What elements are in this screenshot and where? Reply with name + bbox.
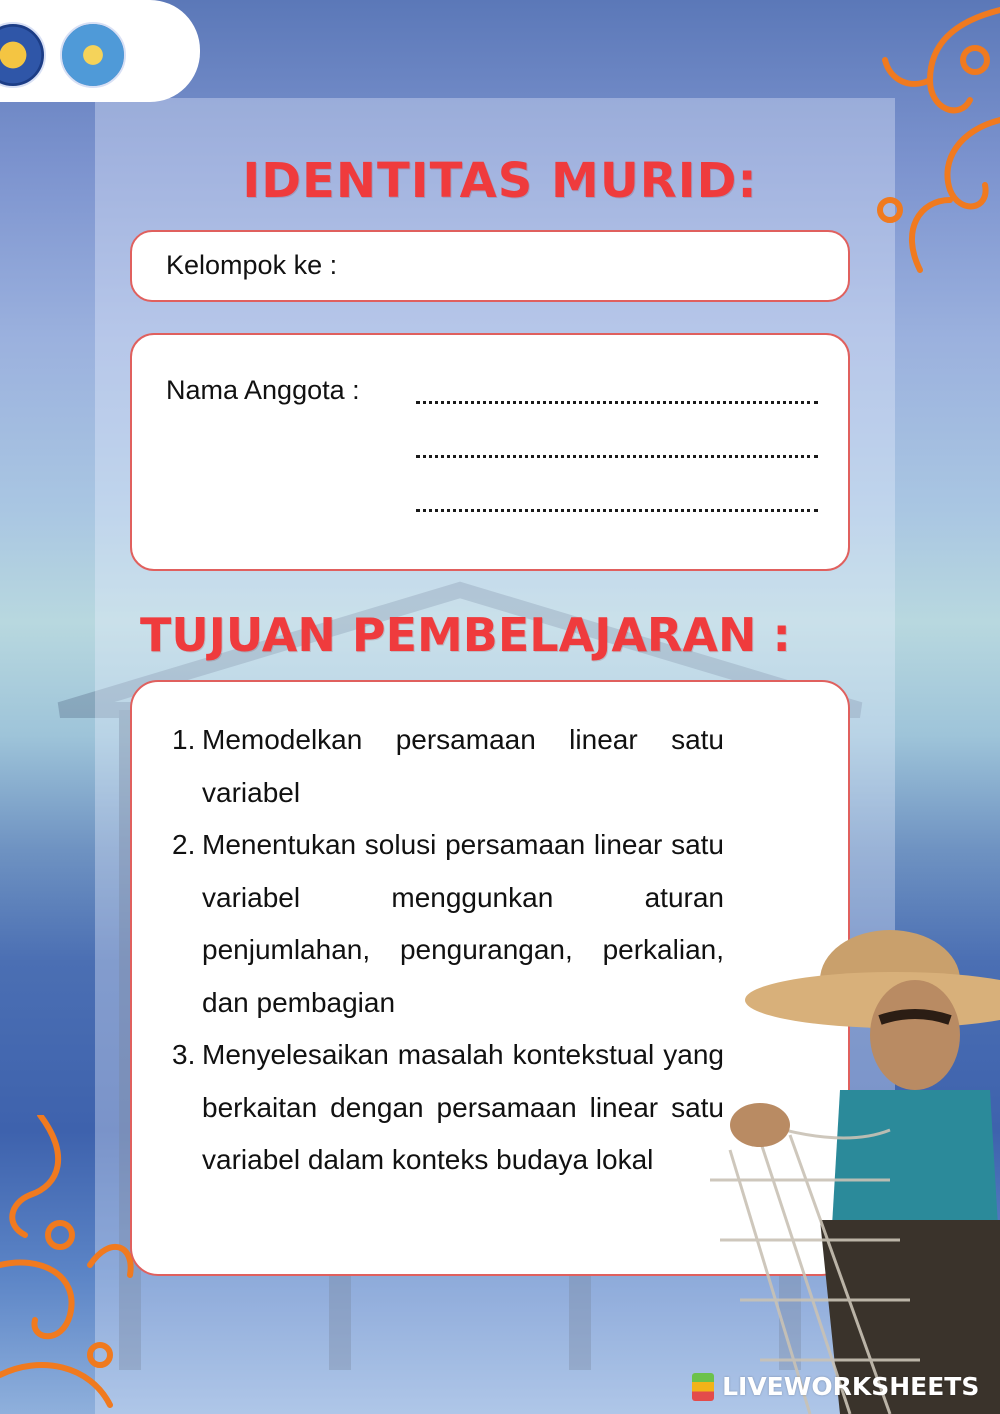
top-right-ornament xyxy=(860,0,1000,280)
watermark xyxy=(692,1372,979,1406)
objective-text: Menentukan solusi persamaan linear satu variabel menggunkan aturan penjumlahan, pengurangan, perkalian, dan pembagian xyxy=(202,829,724,1018)
objective-number: 2. xyxy=(172,829,196,860)
watermark-text: LIVEWORKSHEETS xyxy=(722,1372,980,1401)
ministry-logo-icon xyxy=(60,22,126,88)
objective-item xyxy=(172,819,724,1029)
liveworksheets-icon xyxy=(692,1373,714,1401)
group-label: Kelompok ke : xyxy=(166,250,338,280)
objectives-list xyxy=(172,714,724,1187)
objective-number: 3. xyxy=(172,1039,196,1070)
member-line-3[interactable] xyxy=(416,509,818,512)
member-line-2[interactable] xyxy=(416,455,818,458)
members-label: Nama Anggota : xyxy=(166,375,360,405)
member-line-1[interactable] xyxy=(416,401,818,404)
objectives-heading: TUJUAN PEMBELAJARAN : xyxy=(140,608,791,662)
bottom-left-ornament xyxy=(0,1115,140,1414)
fisherman-illustration xyxy=(690,920,1000,1414)
members-card xyxy=(130,333,850,571)
objective-item xyxy=(172,714,724,819)
identity-heading: IDENTITAS MURID: xyxy=(242,153,758,209)
objective-number: 1. xyxy=(172,724,196,755)
objective-text: Menyelesaikan masalah kontekstual yang berkaitan dengan persamaan linear satu variabel dalam konteks budaya lokal xyxy=(202,1039,724,1175)
group-card xyxy=(130,230,850,302)
school-logo-icon xyxy=(0,22,46,88)
objective-item xyxy=(172,1029,724,1187)
objective-text: Memodelkan persamaan linear satu variabel xyxy=(202,724,724,808)
logo-bar xyxy=(0,0,200,102)
